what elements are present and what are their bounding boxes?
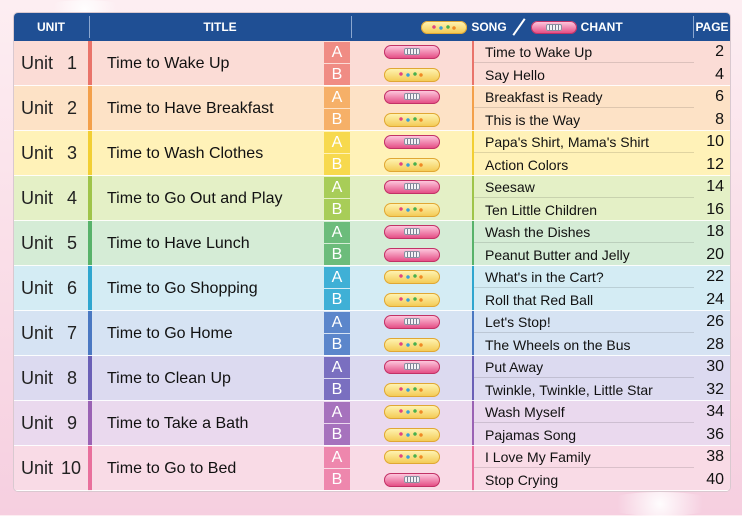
unit-word: Unit bbox=[21, 368, 54, 388]
page-number: 38 bbox=[706, 448, 724, 465]
row-separator bbox=[14, 490, 730, 491]
unit-number: 3 bbox=[67, 143, 78, 163]
type-icon-cell bbox=[352, 469, 472, 491]
page-number: 6 bbox=[715, 88, 724, 105]
type-icon-cell bbox=[352, 199, 472, 221]
lesson-title: What's in the Cart? bbox=[474, 266, 694, 288]
header-page: PAGE bbox=[695, 20, 729, 34]
lesson-title: This is the Way bbox=[485, 112, 581, 128]
lesson-letter: A bbox=[324, 267, 350, 288]
unit-word: Unit bbox=[21, 233, 54, 253]
page-number: 14 bbox=[706, 178, 724, 195]
lesson-letter: B bbox=[324, 244, 350, 265]
unit-row bbox=[14, 221, 730, 266]
lesson-letter: B bbox=[324, 469, 350, 490]
unit-number: 4 bbox=[67, 188, 78, 208]
song-icon bbox=[384, 158, 440, 172]
header-chant-label: CHANT bbox=[580, 20, 623, 34]
lesson-title: Twinkle, Twinkle, Little Star bbox=[485, 382, 653, 398]
chant-icon bbox=[384, 180, 440, 194]
unit-word: Unit bbox=[21, 413, 54, 433]
unit-row bbox=[14, 86, 730, 131]
lesson-letter: B bbox=[324, 379, 350, 400]
unit-label bbox=[14, 41, 88, 86]
unit-number: 2 bbox=[67, 98, 78, 118]
unit-label bbox=[14, 176, 88, 221]
unit-number: 10 bbox=[61, 458, 82, 478]
unit-label bbox=[14, 221, 88, 266]
song-icon bbox=[421, 21, 467, 34]
lesson-letter: A bbox=[324, 132, 350, 153]
unit-word: Unit bbox=[21, 323, 54, 343]
lesson-letter: B bbox=[324, 199, 350, 220]
unit-title: Time to Have Lunch bbox=[107, 234, 250, 252]
lesson-letter: A bbox=[324, 312, 350, 333]
lesson-letter: B bbox=[324, 109, 350, 130]
type-icon-cell bbox=[352, 289, 472, 311]
lesson-letter: A bbox=[324, 87, 350, 108]
lesson-letter: A bbox=[324, 447, 350, 468]
unit-row bbox=[14, 131, 730, 176]
page-number: 12 bbox=[706, 156, 724, 173]
page-number: 16 bbox=[706, 201, 724, 218]
unit-label bbox=[14, 446, 88, 491]
page-number: 4 bbox=[715, 66, 724, 83]
unit-word: Unit bbox=[21, 278, 54, 298]
song-icon bbox=[384, 293, 440, 307]
slash-divider-icon bbox=[511, 19, 527, 35]
chant-icon bbox=[384, 90, 440, 104]
unit-title: Time to Go Shopping bbox=[107, 279, 258, 297]
unit-number: 1 bbox=[67, 53, 78, 73]
table-header bbox=[14, 13, 730, 41]
lesson-title: Let's Stop! bbox=[474, 311, 694, 333]
song-icon bbox=[384, 203, 440, 217]
page-number: 18 bbox=[706, 223, 724, 240]
unit-row bbox=[14, 176, 730, 221]
page-number: 2 bbox=[715, 43, 724, 60]
lesson-letter: B bbox=[324, 64, 350, 85]
type-icon-cell bbox=[352, 41, 472, 63]
page-number: 24 bbox=[706, 291, 724, 308]
lesson-letter: B bbox=[324, 154, 350, 175]
lesson-title: Say Hello bbox=[485, 67, 545, 83]
unit-number: 5 bbox=[67, 233, 78, 253]
unit-row bbox=[14, 41, 730, 86]
unit-row bbox=[14, 401, 730, 446]
page-number: 28 bbox=[706, 336, 724, 353]
song-icon bbox=[384, 405, 440, 419]
type-icon-cell bbox=[352, 356, 472, 378]
lesson-title: Put Away bbox=[474, 356, 694, 378]
page-number: 20 bbox=[706, 246, 724, 263]
page-number: 36 bbox=[706, 426, 724, 443]
song-icon bbox=[384, 68, 440, 82]
unit-number: 8 bbox=[67, 368, 78, 388]
unit-title: Time to Wake Up bbox=[107, 54, 230, 72]
type-icon-cell bbox=[352, 266, 472, 288]
lesson-letter: A bbox=[324, 177, 350, 198]
chant-icon bbox=[384, 45, 440, 59]
lesson-title: Stop Crying bbox=[485, 472, 559, 488]
lesson-title: Action Colors bbox=[485, 157, 569, 173]
lesson-title: Pajamas Song bbox=[485, 427, 577, 443]
unit-label bbox=[14, 356, 88, 401]
lesson-letter: B bbox=[324, 424, 350, 445]
song-icon bbox=[384, 383, 440, 397]
unit-label bbox=[14, 266, 88, 311]
unit-number: 7 bbox=[67, 323, 78, 343]
lesson-title: Wash the Dishes bbox=[474, 221, 694, 243]
type-icon-cell bbox=[352, 311, 472, 333]
type-icon-cell bbox=[352, 131, 472, 153]
page-number: 34 bbox=[706, 403, 724, 420]
chant-icon bbox=[384, 225, 440, 239]
page-number: 40 bbox=[706, 471, 724, 488]
chant-icon bbox=[384, 315, 440, 329]
unit-title: Time to Go Home bbox=[107, 324, 233, 342]
header-song-label: SONG bbox=[471, 20, 507, 34]
type-icon-cell bbox=[352, 176, 472, 198]
unit-row bbox=[14, 266, 730, 311]
lesson-title: Ten Little Children bbox=[485, 202, 598, 218]
unit-title: Time to Go Out and Play bbox=[107, 189, 283, 207]
unit-word: Unit bbox=[21, 188, 54, 208]
lesson-title: Time to Wake Up bbox=[474, 41, 694, 63]
chant-icon bbox=[384, 473, 440, 487]
page-number: 26 bbox=[706, 313, 724, 330]
unit-label bbox=[14, 311, 88, 356]
lesson-title: Seesaw bbox=[474, 176, 694, 198]
lesson-letter: B bbox=[324, 334, 350, 355]
page-number: 30 bbox=[706, 358, 724, 375]
unit-title: Time to Have Breakfast bbox=[107, 99, 274, 117]
lesson-title: The Wheels on the Bus bbox=[485, 337, 631, 353]
unit-word: Unit bbox=[21, 98, 54, 118]
type-icon-cell bbox=[352, 109, 472, 131]
header-song-chant bbox=[352, 13, 692, 41]
unit-word: Unit bbox=[21, 458, 54, 478]
type-icon-cell bbox=[352, 64, 472, 86]
lesson-letter: A bbox=[324, 402, 350, 423]
unit-row bbox=[14, 446, 730, 491]
unit-title: Time to Take a Bath bbox=[107, 414, 249, 432]
unit-label bbox=[14, 86, 88, 131]
type-icon-cell bbox=[352, 244, 472, 266]
page-number: 10 bbox=[706, 133, 724, 150]
lesson-letter: A bbox=[324, 357, 350, 378]
page-number: 22 bbox=[706, 268, 724, 285]
chant-icon bbox=[531, 21, 577, 34]
lesson-title: Wash Myself bbox=[474, 401, 694, 423]
page-number: 8 bbox=[715, 111, 724, 128]
type-icon-cell bbox=[352, 424, 472, 446]
type-icon-cell bbox=[352, 221, 472, 243]
unit-title: Time to Wash Clothes bbox=[107, 144, 264, 162]
type-icon-cell bbox=[352, 379, 472, 401]
lesson-letter: A bbox=[324, 222, 350, 243]
type-icon-cell bbox=[352, 446, 472, 468]
lesson-title: Papa's Shirt, Mama's Shirt bbox=[474, 131, 694, 153]
unit-row bbox=[14, 311, 730, 356]
unit-number: 6 bbox=[67, 278, 78, 298]
song-icon bbox=[384, 270, 440, 284]
unit-title: Time to Clean Up bbox=[107, 369, 231, 387]
unit-label bbox=[14, 131, 88, 176]
song-icon bbox=[384, 338, 440, 352]
unit-title: Time to Go to Bed bbox=[107, 459, 237, 477]
lesson-letter: B bbox=[324, 289, 350, 310]
type-icon-cell bbox=[352, 401, 472, 423]
unit-word: Unit bbox=[21, 143, 54, 163]
header-unit: UNIT bbox=[37, 20, 65, 34]
type-icon-cell bbox=[352, 334, 472, 356]
lesson-title: I Love My Family bbox=[474, 446, 694, 468]
unit-label bbox=[14, 401, 88, 446]
song-icon bbox=[384, 428, 440, 442]
song-icon bbox=[384, 450, 440, 464]
song-icon bbox=[384, 113, 440, 127]
unit-row bbox=[14, 356, 730, 401]
chant-icon bbox=[384, 248, 440, 262]
table-of-contents bbox=[14, 13, 730, 491]
lesson-letter: A bbox=[324, 42, 350, 63]
header-title: TITLE bbox=[203, 20, 237, 34]
type-icon-cell bbox=[352, 86, 472, 108]
unit-number: 9 bbox=[67, 413, 78, 433]
background-sparkle bbox=[600, 492, 720, 516]
unit-word: Unit bbox=[21, 53, 54, 73]
lesson-title: Breakfast is Ready bbox=[474, 86, 694, 108]
chant-icon bbox=[384, 135, 440, 149]
type-icon-cell bbox=[352, 154, 472, 176]
lesson-title: Roll that Red Ball bbox=[485, 292, 594, 308]
chant-icon bbox=[384, 360, 440, 374]
page-number: 32 bbox=[706, 381, 724, 398]
lesson-title: Peanut Butter and Jelly bbox=[485, 247, 630, 263]
